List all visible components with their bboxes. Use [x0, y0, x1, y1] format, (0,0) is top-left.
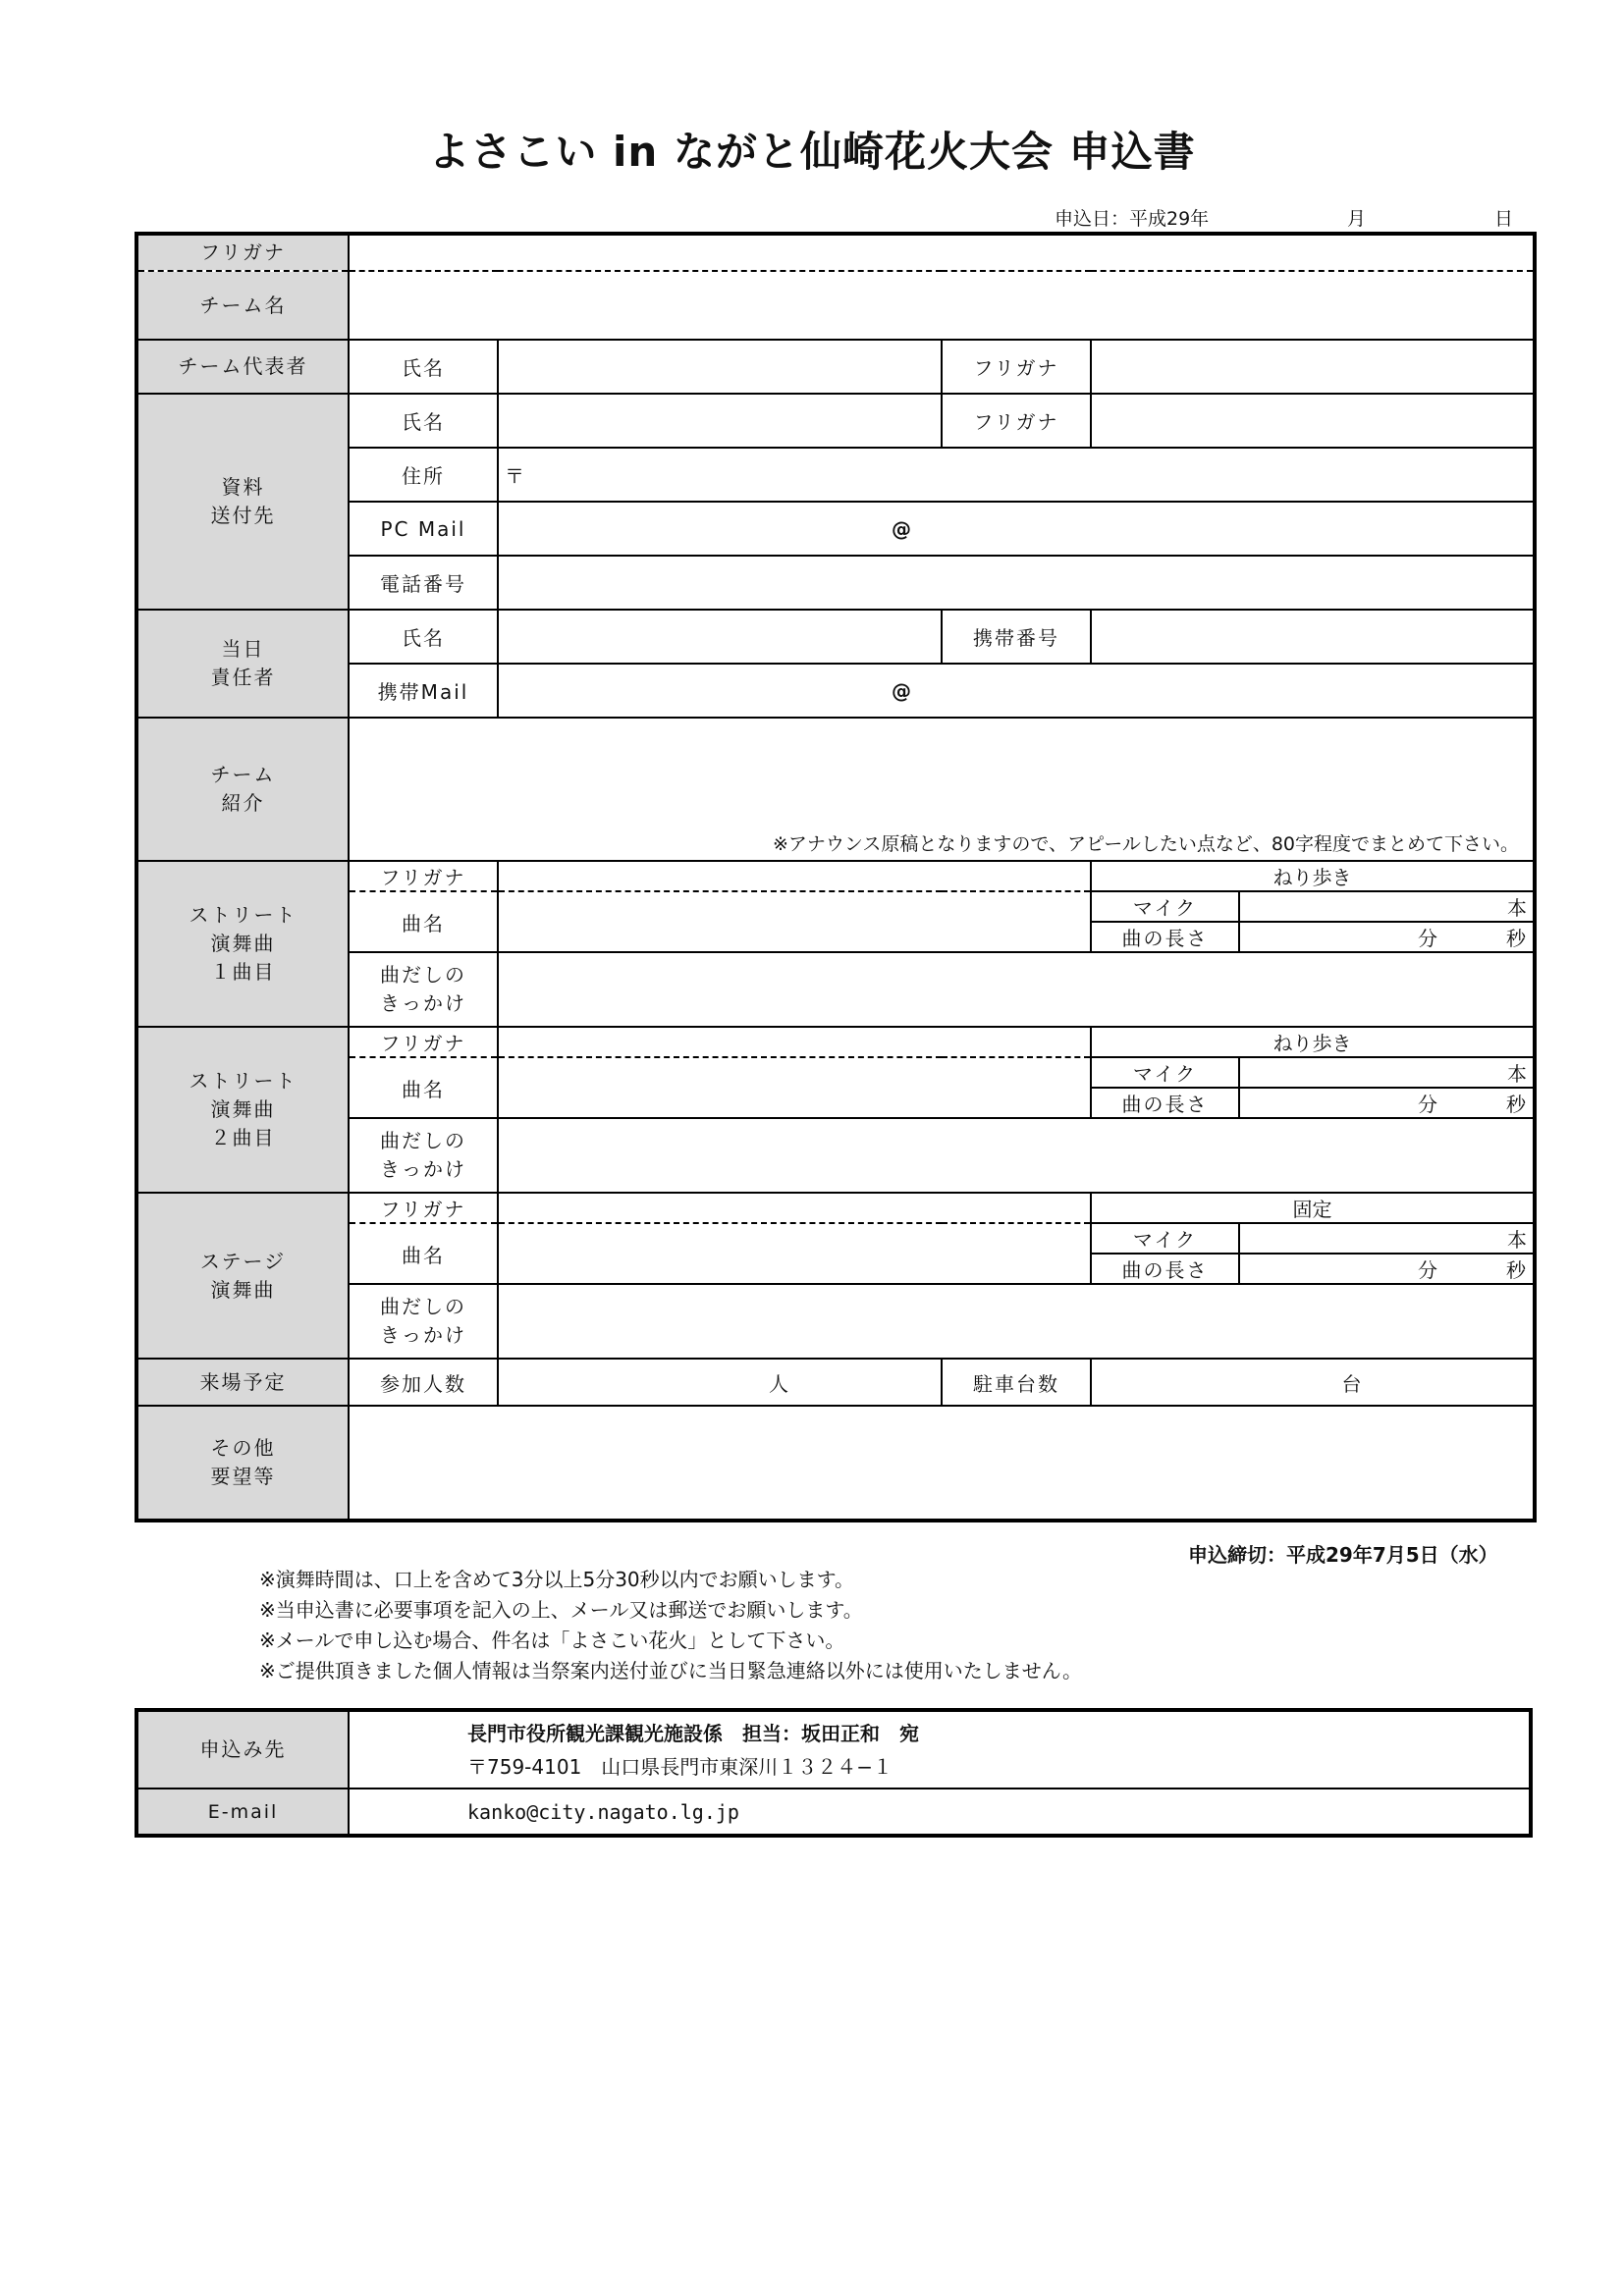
parking-field[interactable] [1091, 1359, 1535, 1406]
mobile-mail-label: 携帯Mail [349, 664, 498, 718]
min-unit: 分 [1418, 1093, 1437, 1116]
stage-name-label: 曲名 [349, 1223, 498, 1284]
song2-mic-field[interactable] [1239, 1057, 1535, 1088]
song1-furigana-field[interactable] [498, 861, 1091, 891]
min-unit: 分 [1418, 1258, 1437, 1282]
stage-mic-label: マイク [1091, 1223, 1239, 1254]
song1-mic-label: マイク [1091, 891, 1239, 922]
phone-field[interactable] [498, 556, 1535, 610]
stage-length-field[interactable] [1239, 1254, 1535, 1284]
representative-name-label: 氏名 [349, 340, 498, 394]
notes-list [259, 1565, 1082, 1686]
other-field[interactable] [349, 1406, 1535, 1521]
song1-name-field[interactable] [498, 891, 1091, 952]
song1-name-label: 曲名 [349, 891, 498, 952]
representative-header: チーム代表者 [136, 340, 349, 394]
participants-label: 参加人数 [349, 1359, 498, 1406]
pc-mail-label: PC Mail [349, 502, 498, 556]
mobile-number-field[interactable] [1091, 610, 1535, 664]
mic-unit: 本 [1507, 896, 1527, 920]
note-item: ※メールで申し込む場合、件名は「よさこい花火」として下さい。 [259, 1629, 845, 1652]
pc-mail-field[interactable] [498, 502, 1535, 556]
song1-header: ストリート 演舞曲 １曲目 [136, 861, 349, 1027]
stage-length-label: 曲の長さ [1091, 1254, 1239, 1284]
mailing-furigana-field[interactable] [1091, 394, 1535, 448]
stage-furigana-field[interactable] [498, 1193, 1091, 1223]
song2-cue-label: 曲だしの きっかけ [349, 1118, 498, 1193]
note-item: ※ご提供頂きました個人情報は当祭案内送付並びに当日緊急連絡以外には使用いたしません。 [259, 1659, 1082, 1682]
representative-name-field[interactable] [498, 340, 942, 394]
contact-office [349, 1710, 1531, 1789]
song2-cue-field[interactable] [498, 1118, 1535, 1193]
on-day-name-label: 氏名 [349, 610, 498, 664]
postal-mark: 〒 [505, 464, 524, 488]
representative-furigana-label: フリガナ [942, 340, 1091, 394]
office-name: 長門市役所観光課観光施設係 担当：坂田正和 宛 [467, 1721, 919, 1745]
representative-furigana-field[interactable] [1091, 340, 1535, 394]
stage-mode: 固定 [1091, 1193, 1535, 1223]
sec-unit: 秒 [1506, 1258, 1526, 1282]
song1-mic-field[interactable] [1239, 891, 1535, 922]
sec-unit: 秒 [1506, 1093, 1526, 1116]
song1-cue-field[interactable] [498, 952, 1535, 1027]
participants-field[interactable] [498, 1359, 942, 1406]
song1-mode: ねり歩き [1091, 861, 1535, 891]
office-address: 〒759-4101 山口県長門市東深川１３２４−１ [467, 1754, 893, 1779]
contact-header: 申込み先 [136, 1710, 349, 1789]
parking-label: 駐車台数 [942, 1359, 1091, 1406]
car-unit: 台 [1341, 1371, 1362, 1396]
team-furigana-label: フリガナ [136, 234, 349, 271]
song2-furigana-label: フリガナ [349, 1027, 498, 1057]
contact-table [135, 1708, 1533, 1838]
application-date-month: 月 [1347, 208, 1367, 230]
min-unit: 分 [1418, 927, 1437, 950]
phone-label: 電話番号 [349, 556, 498, 610]
stage-song-header: ステージ 演舞曲 [136, 1193, 349, 1359]
stage-cue-label: 曲だしの きっかけ [349, 1284, 498, 1359]
at-sign: @ [892, 516, 911, 541]
application-form [135, 232, 1537, 1522]
application-date-label: 申込日：平成29年 [1055, 208, 1210, 230]
song2-length-field[interactable] [1239, 1088, 1535, 1118]
team-furigana-field[interactable] [349, 234, 1535, 271]
song2-mic-label: マイク [1091, 1057, 1239, 1088]
mailing-furigana-label: フリガナ [942, 394, 1091, 448]
song1-length-label: 曲の長さ [1091, 922, 1239, 952]
song2-header: ストリート 演舞曲 ２曲目 [136, 1027, 349, 1193]
song1-length-field[interactable] [1239, 922, 1535, 952]
mic-unit: 本 [1507, 1228, 1527, 1252]
team-name-label: チーム名 [136, 271, 349, 340]
contact-email[interactable]: kanko@city.nagato.lg.jp [349, 1789, 1531, 1836]
mailing-address-field[interactable] [498, 448, 1535, 502]
mailing-name-label: 氏名 [349, 394, 498, 448]
application-date-day: 日 [1494, 208, 1514, 230]
song1-furigana-label: フリガナ [349, 861, 498, 891]
mobile-mail-field[interactable] [498, 664, 1535, 718]
attendance-header: 来場予定 [136, 1359, 349, 1406]
stage-furigana-label: フリガナ [349, 1193, 498, 1223]
people-unit: 人 [769, 1371, 788, 1396]
email-label: E-mail [136, 1789, 349, 1836]
team-name-field[interactable] [349, 271, 1535, 340]
mailing-header: 資料 送付先 [136, 394, 349, 610]
form-title: よさこい in ながと仙崎花火大会 申込書 [428, 128, 1196, 176]
song2-mode: ねり歩き [1091, 1027, 1535, 1057]
on-day-header: 当日 責任者 [136, 610, 349, 718]
mailing-name-field[interactable] [498, 394, 942, 448]
team-intro-note: ※アナウンス原稿となりますので、アピールしたい点など、80字程度でまとめて下さい。 [772, 833, 1519, 855]
mailing-address-label: 住所 [349, 448, 498, 502]
stage-mic-field[interactable] [1239, 1223, 1535, 1254]
stage-cue-field[interactable] [498, 1284, 1535, 1359]
team-intro-field[interactable] [349, 718, 1535, 861]
team-intro-header: チーム 紹介 [136, 718, 349, 861]
stage-name-field[interactable] [498, 1223, 1091, 1284]
other-header: その他 要望等 [136, 1406, 349, 1521]
song2-name-field[interactable] [498, 1057, 1091, 1118]
mic-unit: 本 [1507, 1062, 1527, 1086]
song2-name-label: 曲名 [349, 1057, 498, 1118]
song2-length-label: 曲の長さ [1091, 1088, 1239, 1118]
note-item: ※当申込書に必要事項を記入の上、メール又は郵送でお願いします。 [259, 1598, 863, 1622]
song2-furigana-field[interactable] [498, 1027, 1091, 1057]
at-sign: @ [892, 678, 911, 703]
song1-cue-label: 曲だしの きっかけ [349, 952, 498, 1027]
note-item: ※演舞時間は、口上を含めて3分以上5分30秒以内でお願いします。 [259, 1568, 855, 1591]
mobile-number-label: 携帯番号 [942, 610, 1091, 664]
sec-unit: 秒 [1506, 927, 1526, 950]
deadline: 申込締切：平成29年7月5日（水） [1188, 1543, 1498, 1567]
on-day-name-field[interactable] [498, 610, 942, 664]
